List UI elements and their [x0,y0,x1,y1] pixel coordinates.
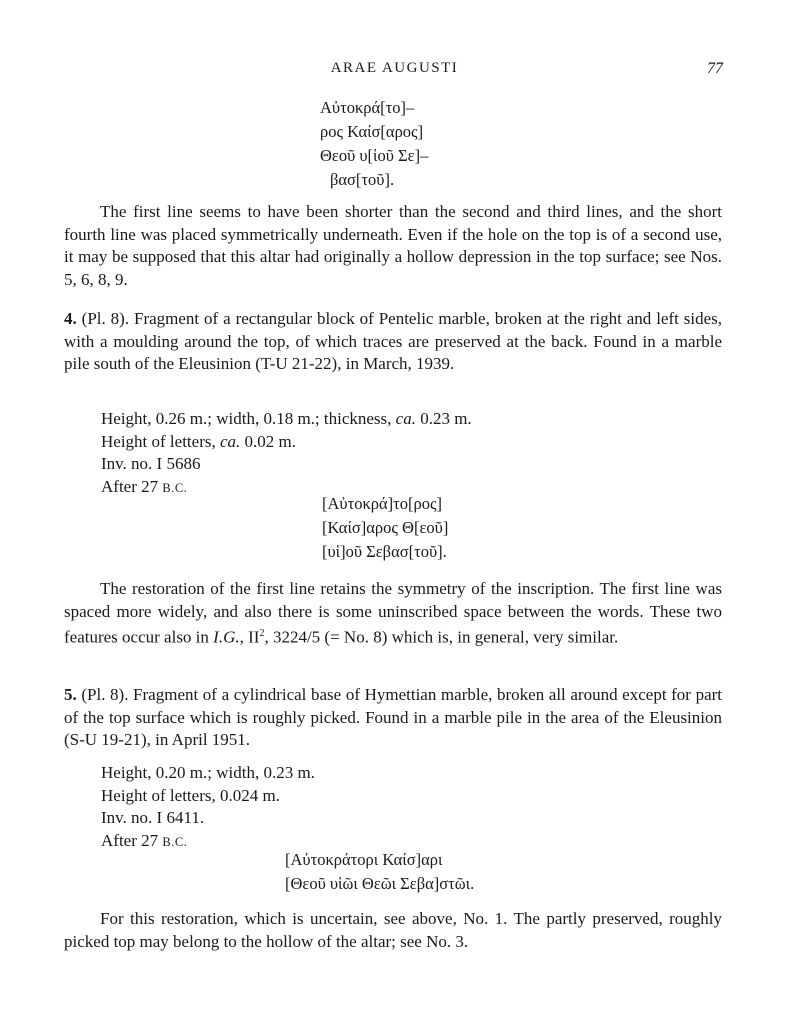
inscription-line: [υἱ]οῦ Σεβασ[τοῦ]. [322,542,447,561]
letter-height: Height of letters, 0.024 m. [101,785,280,805]
entry-5-commentary: For this restoration, which is uncertain, see above, No. 1. The partly preserved, roughly picked top may belong to the hollow of the altar; see No. 3. [64,909,722,951]
date: After 27 B.C. [101,830,188,850]
inventory-number: Inv. no. I 5686 [101,454,201,473]
date: After 27 B.C. [101,476,188,496]
entry-number: 5. [64,685,77,704]
inscription-line: Θεοῦ υ[ἱοῦ Σε]– [320,146,429,165]
dimensions: Height, 0.20 m.; width, 0.23 m. [101,763,315,782]
inscription-line: Αὐτοκρά[το]– [320,98,415,117]
dimensions: Height, 0.26 m.; width, 0.18 m.; thickness, ca. 0.23 m. [101,409,472,428]
paragraph-no-3-commentary: The first line seems to have been shorter than the second and third lines, and the short fourth line was placed symmetrically underneath. Even if the hole on the top is of a second use, it may be supposed that this altar had originally a hollow depression in the top surface; see Nos. 5, 6, 8, 9. [64,202,722,289]
inscription-line: βασ[τοῦ]. [330,170,395,189]
entry-4-description [64,308,722,376]
inventory-number: Inv. no. I 6411. [101,808,205,827]
page-number: 77 [707,60,723,77]
inscription-5 [285,848,474,896]
running-title: ARAE AUGUSTI [330,60,459,76]
inscription-4 [322,492,448,564]
inscription-3 [320,96,428,192]
inscription-line: [Αὐτοκρά]το[ρος] [322,494,443,513]
entry-4-commentary: The restoration of the first line retains the symmetry of the inscription. The first line was spaced more widely, and also there is some uninscribed space between the words. These two features occur also in I.G., $II^2$, 3224/5 (= No. 8) which is, in general, very similar. [64,579,722,647]
inscription-line: [Αὐτοκράτορι Καίσ]αρι [285,850,443,869]
inscription-line: [Θεοῦ υἱῶι Θεῶι Σεβα]στῶι. [285,874,475,893]
entry-5-metadata [101,762,315,853]
entry-5-description [64,684,722,752]
entry-text: (Pl. 8). Fragment of a rectangular block of Pentelic marble, broken at the right and left sides, with a moulding around the top, of which traces are preserved at the back. Found in a marble pile south of the Eleusinion (T-U 21-22), in March, 1939. [64,309,723,373]
entry-text: (Pl. 8). Fragment of a cylindrical base of Hymettian marble, broken all around except for part of the top surface which is roughly picked. Found in a marble pile in the area of the Eleusinion (S-U 19-21), in April 1951. [64,685,722,749]
entry-number: 4. [64,309,77,328]
inscription-line: ρος Καίσ[αρος] [320,122,424,141]
entry-4-metadata [101,408,472,499]
inscription-line: [Καίσ]αρος Θ[εοῦ] [322,518,449,537]
letter-height: Height of letters, ca. 0.02 m. [101,431,296,451]
